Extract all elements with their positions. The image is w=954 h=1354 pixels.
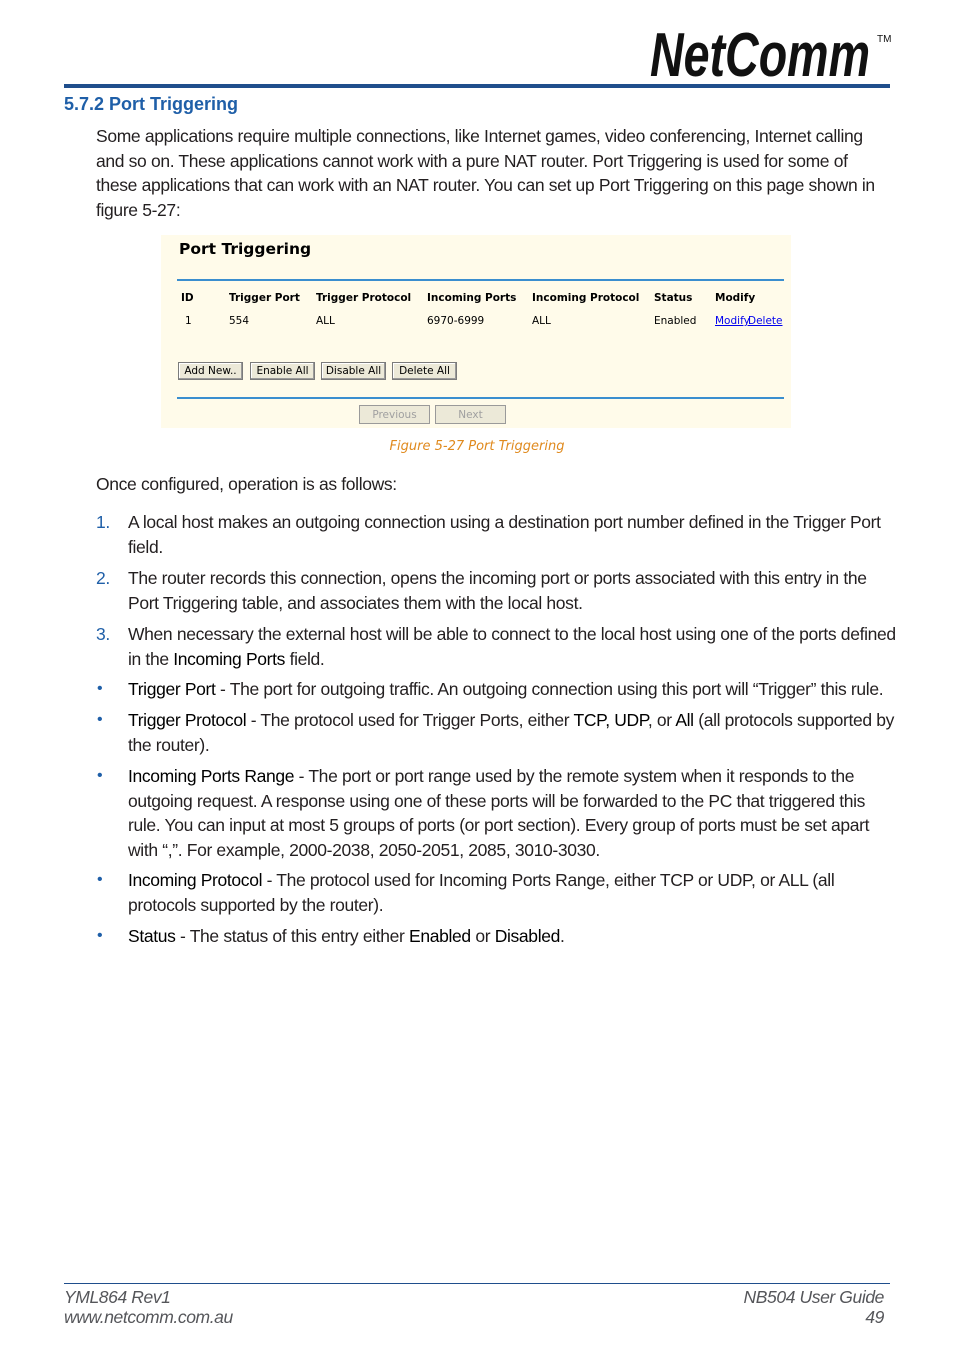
term-enabled: Enabled	[409, 926, 471, 946]
bullet-text	[128, 924, 896, 949]
bullet-text	[128, 764, 896, 862]
col-header-incoming-protocol: Incoming Protocol	[532, 292, 640, 304]
bullet-icon: •	[97, 711, 103, 728]
screenshot-bottom-rule	[177, 397, 784, 399]
term-incoming-ports: Incoming Ports	[173, 648, 286, 669]
bullet-icon: •	[97, 767, 103, 784]
list-item	[96, 622, 896, 671]
col-header-trigger-port: Trigger Port	[229, 292, 300, 304]
bullet-text	[128, 677, 896, 702]
enable-all-button[interactable]: Enable All	[250, 362, 315, 380]
step-text: A local host makes an outgoing connection using a destination port number defined in the Trigger Port field.	[128, 512, 881, 557]
footer-website: www.netcomm.com.au	[64, 1307, 233, 1327]
footer-doc-id: YML864 Rev1	[64, 1287, 171, 1307]
bullet-text-part: - The port for outgoing traffic. An outgoing connection using this port will “Trigger” this rule.	[215, 679, 884, 699]
list-item	[96, 677, 896, 702]
list-item	[96, 708, 896, 757]
term-trigger-port: Trigger Port	[128, 679, 216, 699]
term-disabled: Disabled	[494, 926, 560, 946]
term-status: Status	[128, 926, 176, 946]
cell-incoming-ports: 6970-6999	[427, 315, 485, 327]
add-new-button[interactable]: Add New..	[178, 362, 243, 380]
bullet-text	[128, 708, 896, 757]
next-button[interactable]: Next	[435, 405, 506, 424]
modify-link[interactable]: Modify	[715, 315, 750, 327]
cell-trigger-port: 554	[229, 315, 250, 327]
page-number: 49	[865, 1307, 884, 1327]
intro-paragraph: Some applications require multiple connections, like Internet games, video conferencing, Internet calling and so on. These applications cannot work with a pure NAT router. Port Triggering is used for some of these applications that can work with an NAT router. You can set up Port Triggering on this page shown in figure 5-27:	[96, 126, 875, 220]
bullet-text-part: - The protocol used for Incoming Ports Range, either TCP or UDP, or ALL (all protocols supported by the router).	[128, 870, 835, 915]
term-incoming-protocol: Incoming Protocol	[128, 870, 263, 890]
col-header-modify: Modify	[715, 292, 756, 304]
bullet-icon: •	[97, 871, 103, 888]
col-header-status: Status	[654, 292, 693, 304]
logo-tm: TM	[877, 34, 892, 45]
bullet-icon: •	[97, 927, 103, 944]
cell-id: 1	[185, 315, 192, 327]
bullet-text	[128, 868, 896, 917]
netcomm-logo	[648, 18, 898, 84]
logo-text: NetComm	[650, 21, 870, 84]
previous-button[interactable]: Previous	[359, 405, 430, 424]
screenshot-top-rule	[177, 279, 784, 281]
step-text-part: When necessary the external host will be able to connect to the local host using one of the ports defined in the	[128, 624, 896, 669]
bullet-text-part: or	[470, 926, 495, 946]
footer-rule	[64, 1283, 890, 1284]
port-triggering-screenshot	[161, 235, 791, 428]
step-number: 1.	[96, 512, 110, 532]
cell-status: Enabled	[654, 315, 697, 327]
term-tcp-udp: TCP, UDP	[573, 710, 648, 730]
bullet-text-part: .	[560, 926, 565, 946]
list-item	[96, 566, 896, 615]
bullet-text-part: , or	[647, 710, 676, 730]
term-incoming-ports-range: Incoming Ports Range	[128, 766, 295, 786]
bullet-text-part: - The protocol used for Trigger Ports, either	[246, 710, 574, 730]
footer-guide: NB504 User Guide	[743, 1287, 884, 1307]
step-text: The router records this connection, opens the incoming port or ports associated with this entry in the Port Triggering table, and associates them with the local host.	[128, 568, 867, 613]
step-text	[128, 622, 896, 671]
disable-all-button[interactable]: Disable All	[321, 362, 386, 380]
col-header-trigger-protocol: Trigger Protocol	[316, 292, 412, 304]
figure-caption: Figure 5-27 Port Triggering	[389, 439, 565, 454]
col-header-id: ID	[181, 292, 194, 304]
step-text-part: field.	[285, 648, 325, 669]
col-header-incoming-ports: Incoming Ports	[427, 292, 517, 304]
list-item	[96, 764, 896, 862]
screenshot-title: Port Triggering	[179, 240, 312, 258]
bullet-text-part: - The port or port range used by the remote system when it responds to the outgoing request. A response using one of these ports will be forwarded to the PC that triggered this rule. You can input at most 5 groups of ports (or port section). Every group of ports must be set apart with “,”. For example, 2000-2038, 2050-2051, 2085, 3010-3030.	[128, 766, 870, 860]
list-item	[96, 510, 896, 559]
step-number: 3.	[96, 624, 110, 644]
list-item	[96, 868, 896, 917]
term-trigger-protocol: Trigger Protocol	[128, 710, 247, 730]
cell-incoming-protocol: ALL	[532, 315, 551, 327]
delete-all-button[interactable]: Delete All	[392, 362, 457, 380]
bullet-text-part: (all protocols supported by the router).	[128, 710, 895, 755]
operation-intro: Once configured, operation is as follows:	[96, 474, 397, 494]
bullet-text-part: - The status of this entry either	[175, 926, 410, 946]
list-item	[96, 924, 896, 949]
term-all: All	[675, 710, 694, 730]
cell-trigger-protocol: ALL	[316, 315, 335, 327]
header-rule	[64, 84, 890, 88]
bullet-icon: •	[97, 680, 103, 697]
section-title: 5.7.2 Port Triggering	[64, 94, 239, 114]
delete-link[interactable]: Delete	[748, 315, 783, 327]
step-number: 2.	[96, 568, 110, 588]
